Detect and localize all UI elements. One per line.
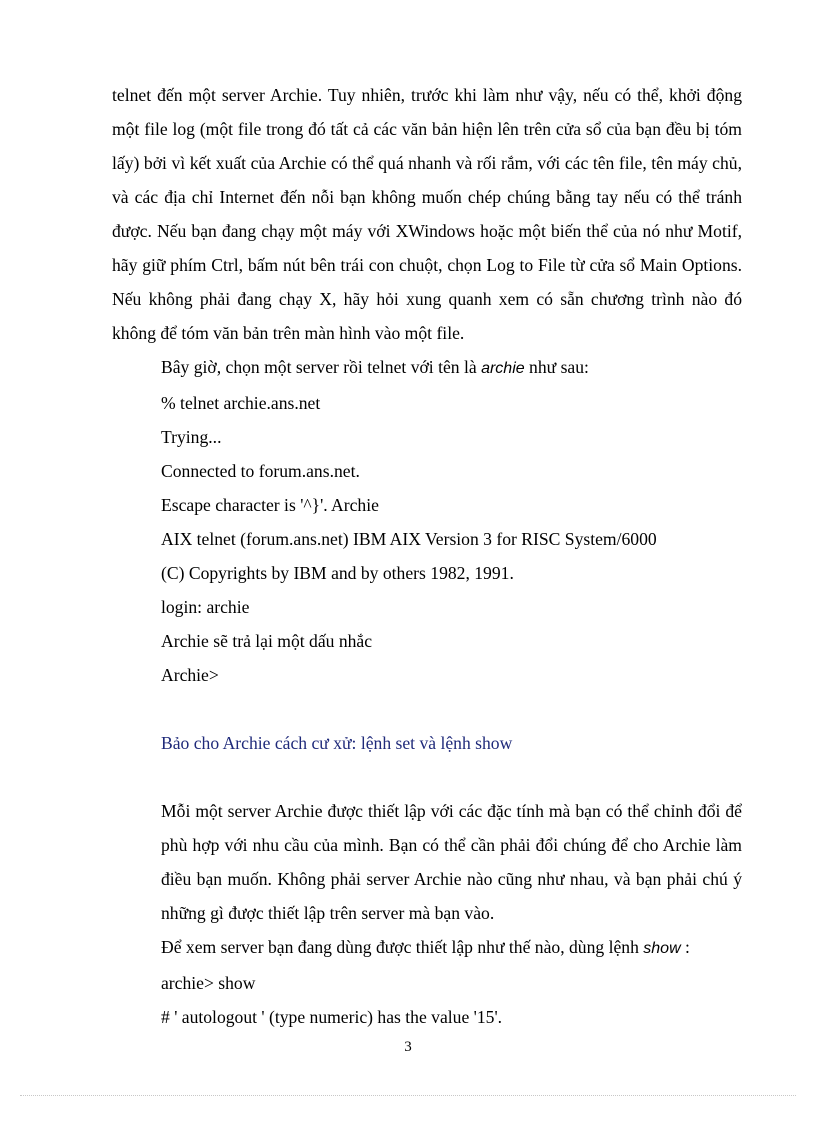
paragraph-show-command <box>112 930 742 966</box>
session-line: Archie sẽ trả lại một dấu nhắc <box>161 631 373 651</box>
show-command-tail: : <box>680 937 690 957</box>
show-command-text: Để xem server bạn đang dùng được thiết lập như thế nào, dùng lệnh <box>161 937 644 957</box>
paragraph-choose-server <box>112 350 742 386</box>
show-term: show <box>643 940 681 957</box>
command-line: # ' autologout ' (type numeric) has the value '15'. <box>161 1007 503 1027</box>
session-line: (C) Copyrights by IBM and by others 1982, 1991. <box>161 563 514 583</box>
session-line: Connected to forum.ans.net. <box>161 461 360 481</box>
session-line: Archie> <box>161 665 219 685</box>
spacer <box>112 760 742 794</box>
footer-divider <box>20 1095 796 1096</box>
spacer <box>112 692 742 726</box>
section-heading: Bảo cho Archie cách cư xử: lệnh set và lệnh show <box>161 733 513 753</box>
paragraph-server-settings: Mỗi một server Archie được thiết lập với các đặc tính mà bạn có thể chỉnh đổi để phù hợp với nhu cầu của mình. Bạn có thể cần phải đổi chúng để cho Archie làm điều bạn muốn. Không phải server Archie nào cũng như nhau, và bạn phải chú ý những gì được thiết lập trên server mà bạn vào. <box>161 801 742 923</box>
session-line: Escape character is '^}'. Archie <box>161 495 379 515</box>
session-line: AIX telnet (forum.ans.net) IBM AIX Version 3 for RISC System/6000 <box>161 529 657 549</box>
page-number: 3 <box>404 1039 412 1055</box>
archie-term: archie <box>481 360 525 377</box>
session-line: % telnet archie.ans.net <box>161 393 321 413</box>
body-text <box>112 78 742 1034</box>
choose-server-tail: như sau: <box>524 357 589 377</box>
session-line: Trying... <box>161 427 222 447</box>
command-line: archie> show <box>161 973 256 993</box>
choose-server-text: Bây giờ, chọn một server rồi telnet với tên là <box>161 357 482 377</box>
session-line: login: archie <box>161 597 250 617</box>
paragraph-telnet-intro: telnet đến một server Archie. Tuy nhiên, trước khi làm như vậy, nếu có thể, khởi động một file log (một file trong đó tất cả các văn bản hiện lên trên cửa sổ của bạn đều bị tóm lấy) bởi vì kết xuất của Archie có thể quá nhanh và rối rắm, với các tên file, tên máy chủ, và các địa chỉ Internet đến nỗi bạn không muốn chép chúng bằng tay nếu có thể tránh được. Nếu bạn đang chạy một máy với XWindows hoặc một biến thể của nó như Motif, hãy giữ phím Ctrl, bấm nút bên trái con chuột, chọn Log to File từ cửa sổ Main Options. Nếu không phải đang chạy X, hãy hỏi xung quanh xem có sẵn chương trình nào đó không để tóm văn bản trên màn hình vào một file. <box>112 85 742 343</box>
